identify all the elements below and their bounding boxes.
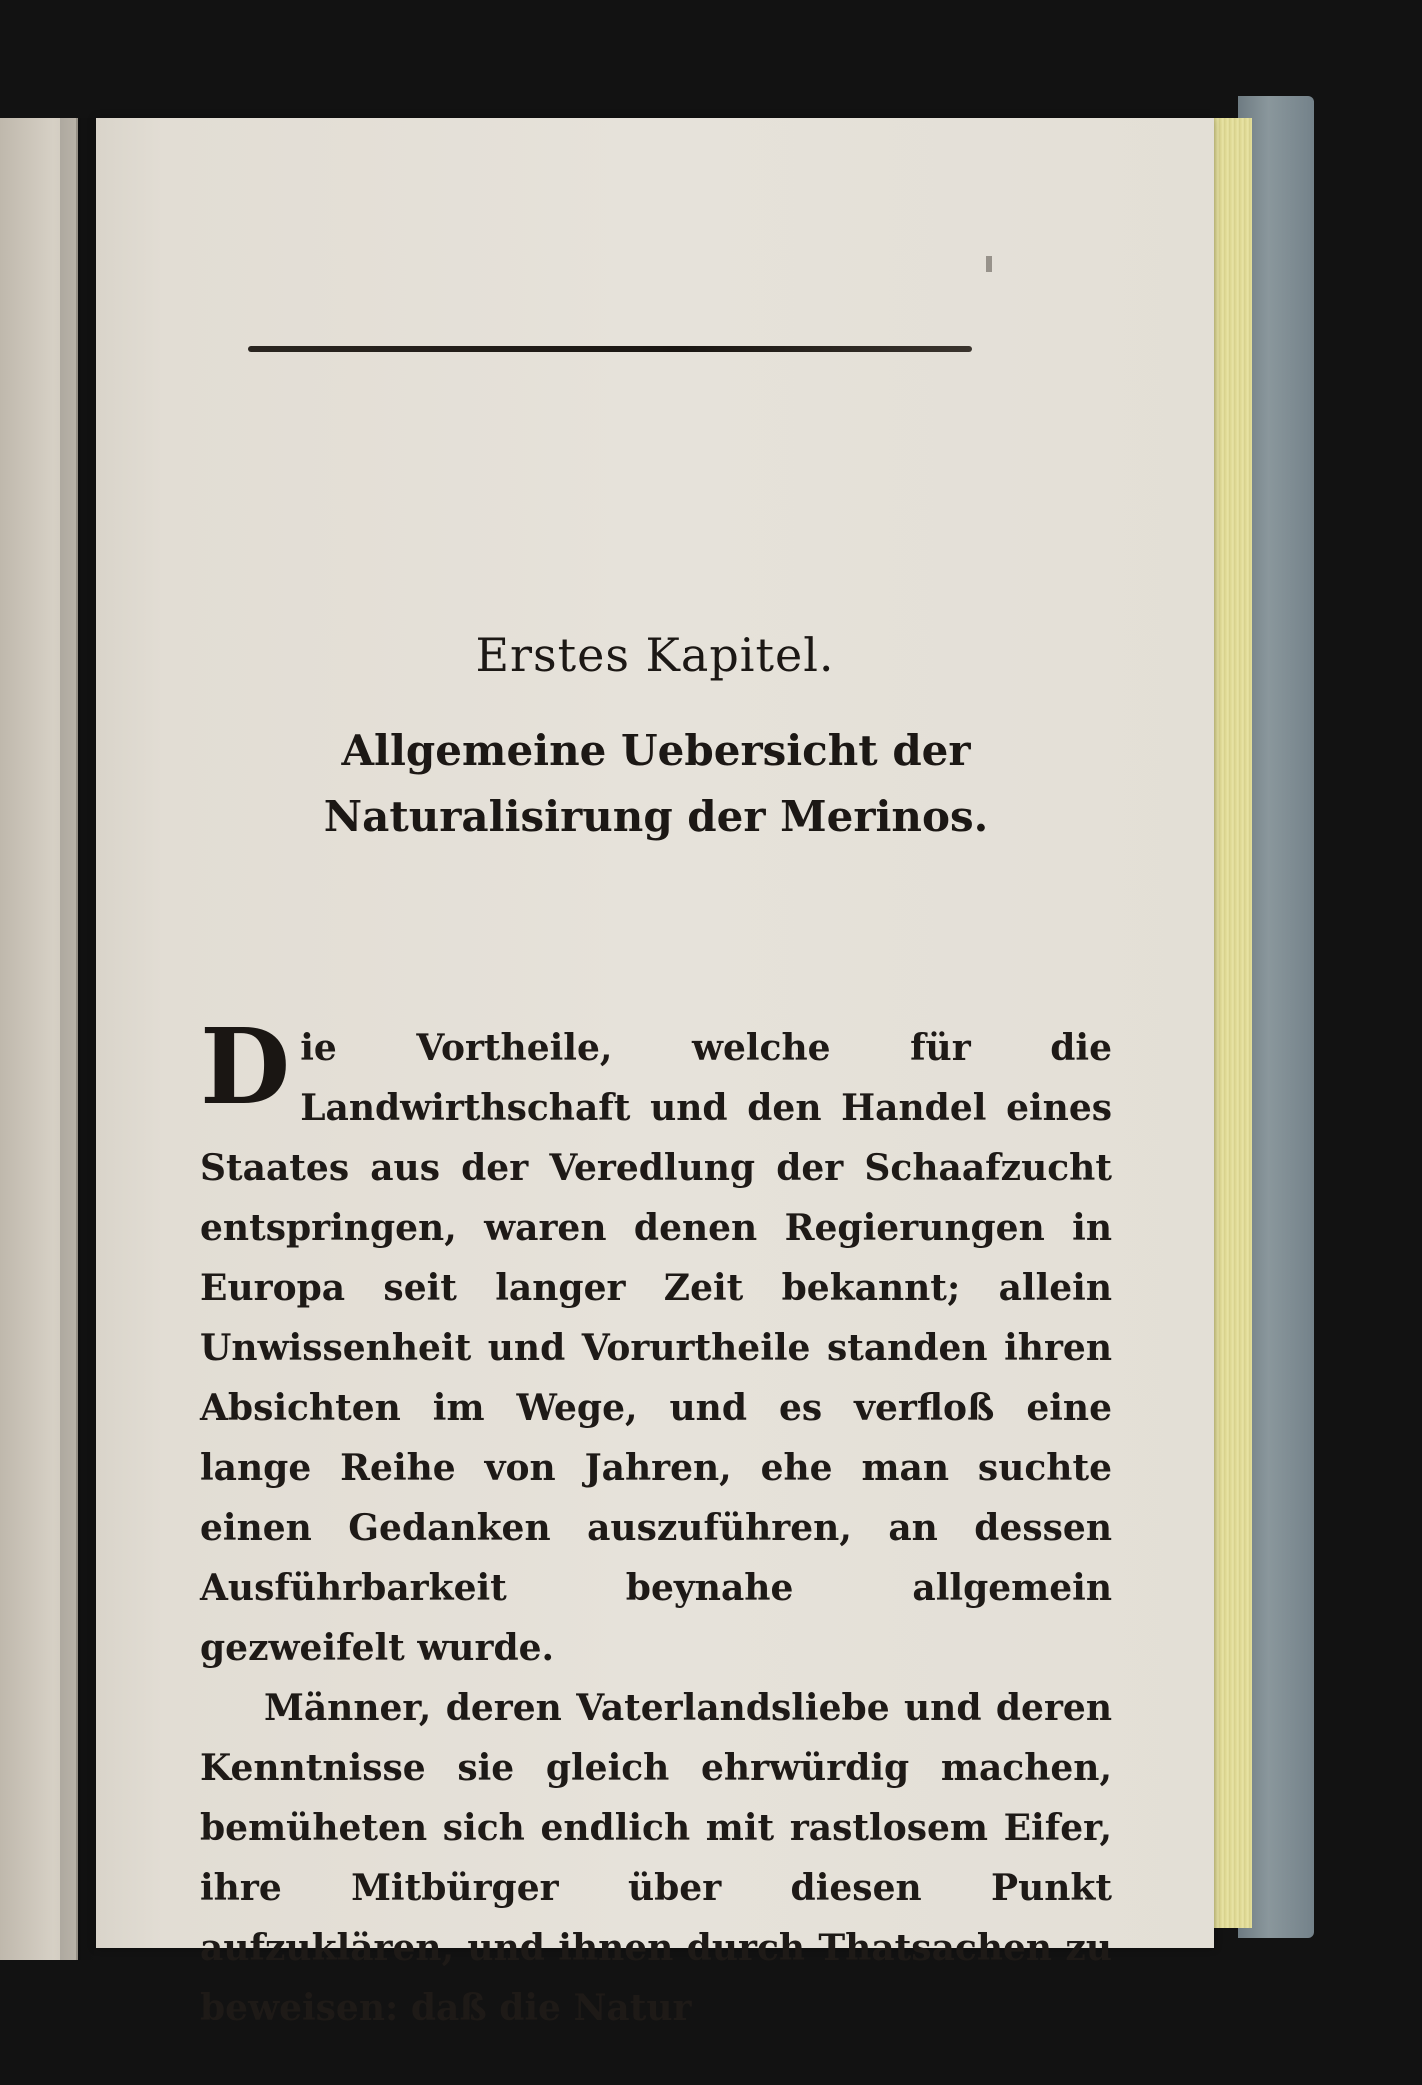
page-speck bbox=[986, 256, 992, 272]
header-rule bbox=[248, 346, 972, 352]
drop-cap: D bbox=[200, 1005, 291, 1128]
chapter-subtitle: Allgemeine Uebersicht der Naturalisirung der Merinos. bbox=[323, 726, 989, 841]
paragraph-2: Männer, deren Vaterlandsliebe und deren Kenntnisse sie gleich ehrwürdig machen, bemüheten sich endlich mit rastlosem Eifer, ihre Mitbürger über diesen Punkt aufzuklären, und ihnen durch Thatsachen zu beweisen: daß die Natur bbox=[200, 1687, 1112, 2029]
body-text bbox=[200, 1005, 1112, 2038]
gutter-shadow bbox=[60, 118, 100, 1960]
paragraph-1-text: ie Vortheile, welche für die Landwirthschaft und den Handel eines Staates aus der Veredlung der Schaafzucht entspringen, waren denen Regierungen in Europa seit langer Zeit bekannt; allein Unwissenheit und Vorurtheile standen ihren Absichten im Wege, und es verfloß eine lange Reihe von Jahren, ehe man suchte einen Gedanken auszuführen, an dessen Ausführbarkeit beynahe allgemein gezweifelt wurde. bbox=[200, 1027, 1112, 1669]
book-page bbox=[96, 118, 1214, 2029]
paragraph-1 bbox=[200, 1005, 1112, 1678]
chapter-title: Erstes Kapitel. bbox=[475, 628, 835, 682]
